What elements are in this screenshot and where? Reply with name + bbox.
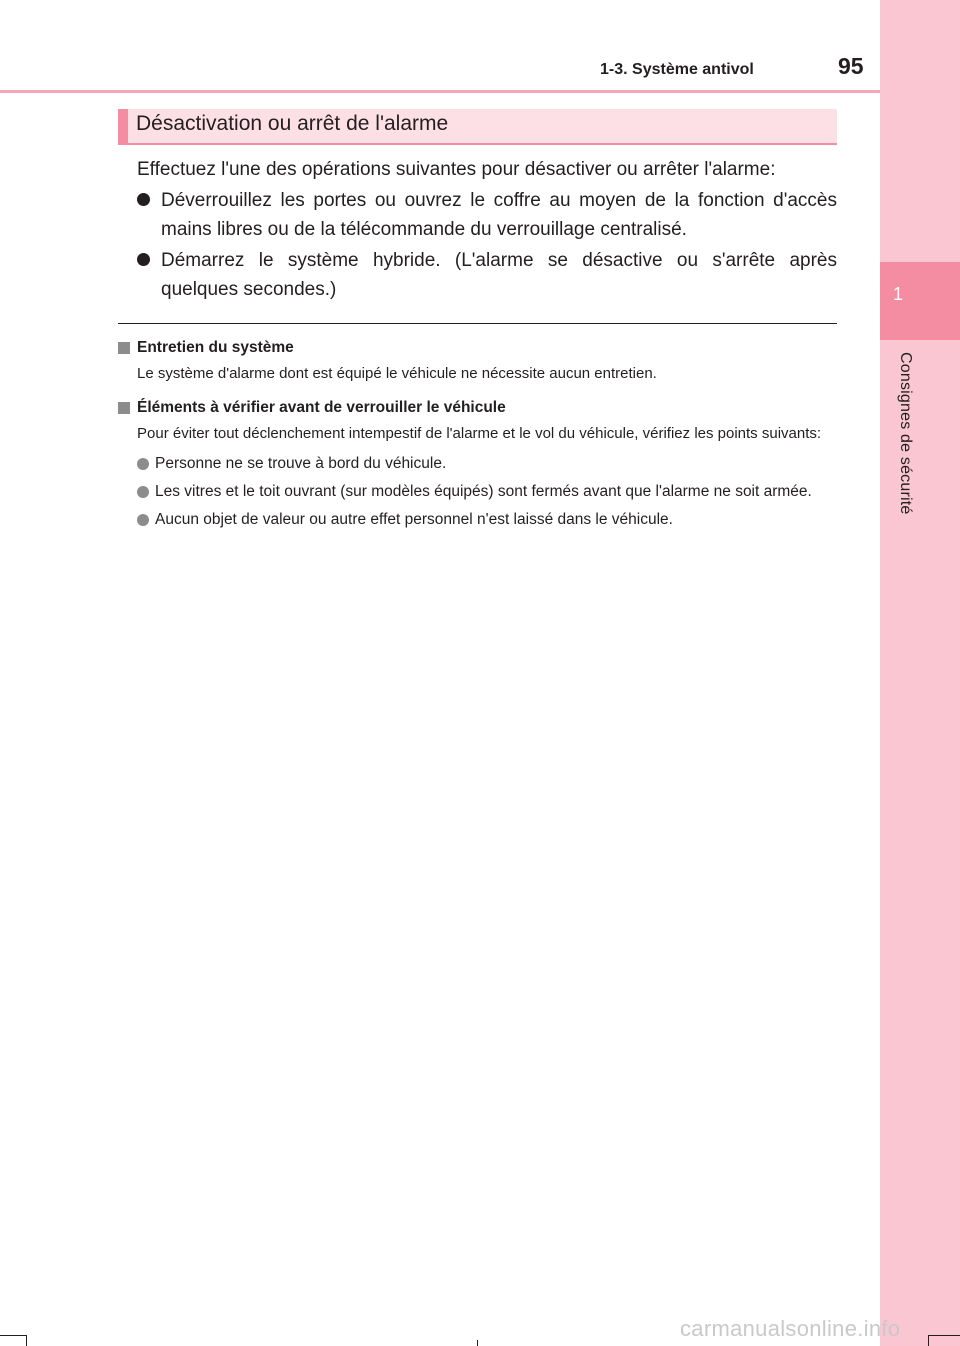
list-item (137, 453, 837, 475)
chapter-title: Consignes de sécurité (897, 352, 914, 515)
crop-mark (0, 1335, 26, 1336)
note-heading-text: Éléments à vérifier avant de verrouiller le véhicule (137, 399, 506, 416)
note-body: Pour éviter tout déclenchement intempestif de l'alarme et le vol du véhicule, vérifiez les points suivants: (137, 425, 822, 442)
bullet-icon (137, 486, 149, 498)
note-heading (118, 397, 837, 419)
crop-mark (477, 1340, 478, 1346)
note-heading (118, 337, 837, 359)
chapter-number: 1 (893, 284, 904, 304)
section-divider (118, 323, 837, 324)
sidebar-strip (880, 0, 960, 1346)
header-divider (0, 90, 880, 93)
bullet-icon (137, 253, 150, 266)
section-body (137, 155, 837, 304)
crop-mark (928, 1335, 929, 1346)
section-heading (118, 109, 837, 145)
watermark: carmanualsonline.info (680, 1316, 901, 1341)
list-item-text: Démarrez le système hybride. (L'alarme se désactive ou s'arrête après quelques secondes.) (161, 250, 837, 300)
check-list (137, 453, 837, 531)
bullet-icon (137, 514, 149, 526)
list-item-text: Aucun objet de valeur ou autre effet personnel n'est laissé dans le véhicule. (155, 511, 673, 528)
list-item-text: Personne ne se trouve à bord du véhicule. (155, 455, 447, 472)
crop-mark (928, 1335, 960, 1336)
page-number: 95 (838, 53, 864, 79)
bullet-icon (137, 458, 149, 470)
chapter-tab (880, 262, 960, 340)
list-item (137, 186, 837, 244)
page-header-title: 1-3. Système antivol (600, 61, 754, 78)
list-item-text: Les vitres et le toit ouvrant (sur modèles équipés) sont fermés avant que l'alarme ne soit armée. (155, 483, 812, 500)
list-item (137, 481, 837, 503)
section-heading-text: Désactivation ou arrêt de l'alarme (136, 112, 449, 135)
square-bullet-icon (118, 402, 130, 414)
notes-block (118, 337, 837, 537)
note-body: Le système d'alarme dont est équipé le véhicule ne nécessite aucun entretien. (137, 365, 657, 382)
section-intro: Effectuez l'une des opérations suivantes pour désactiver ou arrêter l'alarme: (137, 159, 776, 180)
bullet-icon (137, 193, 150, 206)
list-item (137, 509, 837, 531)
square-bullet-icon (118, 342, 130, 354)
list-item (137, 246, 837, 304)
list-item-text: Déverrouillez les portes ou ouvrez le coffre au moyen de la fonction d'accès mains libres ou de la télécommande du verrouillage centralisé. (161, 190, 837, 240)
crop-mark (26, 1335, 27, 1346)
note-heading-text: Entretien du système (137, 339, 294, 356)
